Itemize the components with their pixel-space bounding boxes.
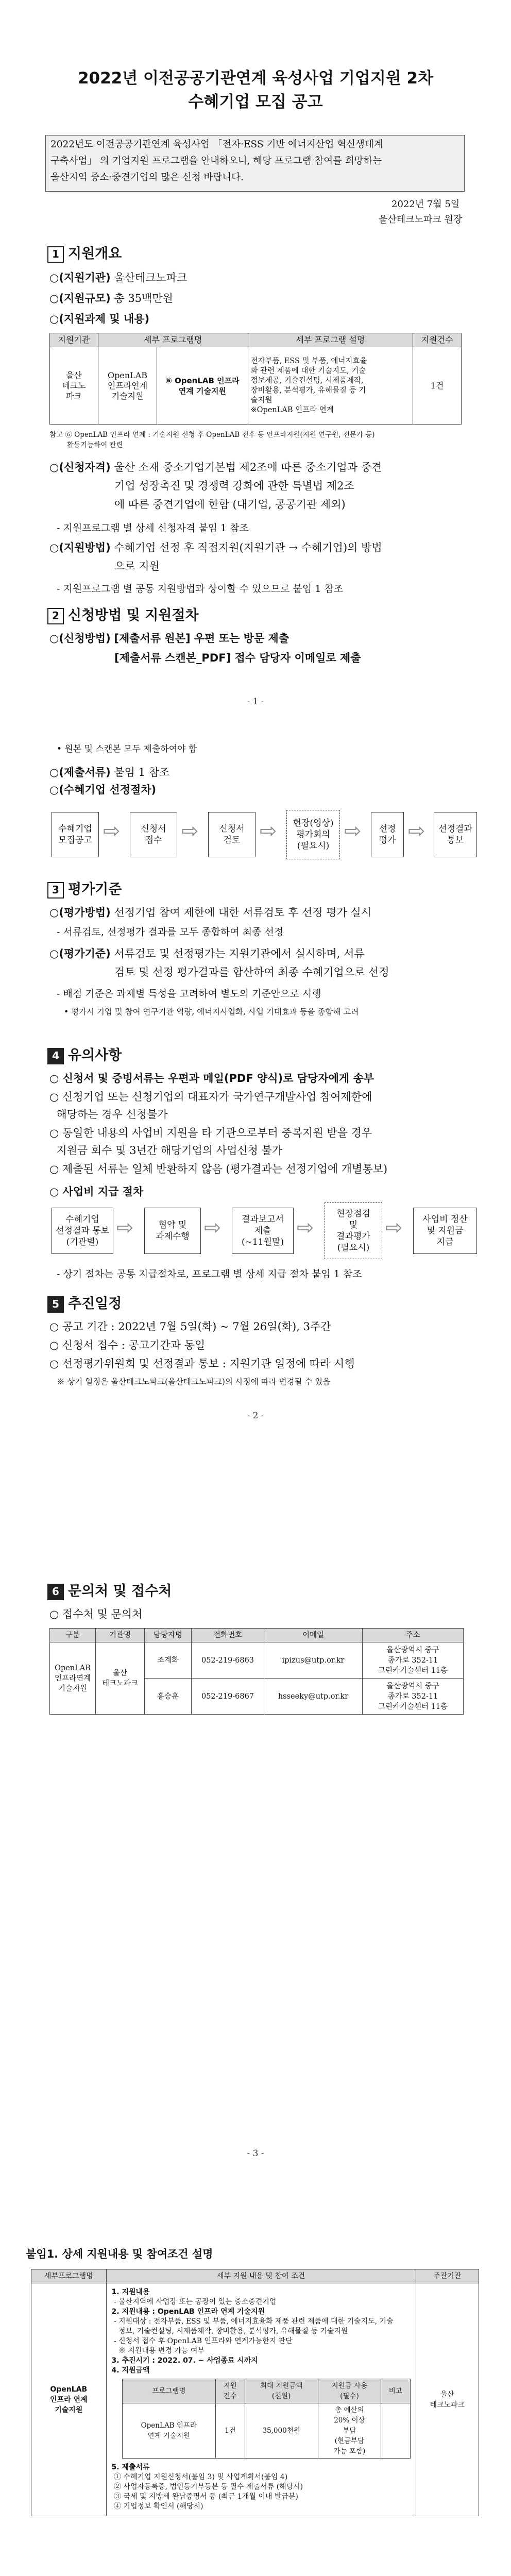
att-item: 3. 추진시기 : 2022. 07. ~ 사업종료 시까지 <box>111 2357 258 2365</box>
eval2-text: 서류검토 및 선정평가는 지원기관에서 실시하며, 서류 <box>114 947 365 960</box>
document-page-1 <box>0 0 511 707</box>
att-th: 세부 지원 내용 및 참여 조건 <box>106 2269 416 2283</box>
section-5-number: 5 <box>47 1296 64 1313</box>
att-item: - 지원대상 : 전자부품, ESS 및 부품, 에너지효율화 제품 관련 제품에 대한 기술지도, 기술 <box>111 2317 394 2326</box>
arrow-icon: ⇨ <box>408 819 425 843</box>
issue-date: 2022년 7월 5일 <box>391 199 460 210</box>
section-2-title: 신청방법 및 지원절차 <box>68 607 199 623</box>
apply-label: (신청방법) <box>59 632 111 645</box>
inner-th: 최대 지원금액 (천원) <box>245 2379 318 2403</box>
att-item: ③ 국세 및 지방세 완납증명서 등 (최근 1개월 이내 발급분) <box>111 2493 298 2501</box>
flow-label: (수혜기업 선정절차) <box>59 784 157 796</box>
notice-line: ○ 동일한 내용의 사업비 지원을 타 기관으로부터 중복지원 받을 경우 <box>49 1127 372 1139</box>
arrow-icon: ⇨ <box>116 1216 134 1240</box>
flow-line: ○(수혜기업 선정절차) <box>49 784 157 796</box>
section-5-heading <box>47 1292 122 1313</box>
section-1-title: 지원개요 <box>68 246 122 262</box>
flow-step-5: 선정 평가 <box>371 812 404 857</box>
att-item: - 울산지역에 사업장 또는 공장이 있는 중소중견기업 <box>111 2298 277 2306</box>
inner-td: 1건 <box>216 2403 245 2459</box>
document-page-4 <box>0 2164 511 2576</box>
scale-label: (지원규모) <box>59 292 111 304</box>
method-line-1: ○(지원방법) 수혜기업 선정 후 직접지원(지원기관 → 수혜기업)의 방법 <box>49 541 382 554</box>
agency-line: ○(지원기관) 울산테크노파크 <box>49 272 188 284</box>
target-label: (신청자격) <box>59 461 111 473</box>
arrow-icon: ⇨ <box>344 819 362 843</box>
td-agency: 울산 테크노 파크 <box>50 347 98 425</box>
att-item: ① 수혜기업 지원신청서(붙임 3) 및 사업계획서(붙임 4) <box>111 2473 288 2481</box>
notice-line: ○ 신청기업 또는 신청기업의 대표자가 국가연구개발사업 참여제한에 <box>49 1091 372 1103</box>
contact-email[interactable]: ipizus@utp.or.kr <box>264 1642 363 1679</box>
intro-line-2: 구축사업」 의 기업지원 프로그램을 안내하오니, 해당 프로그램 참여를 희망하는 <box>50 156 382 166</box>
att-item: 4. 지원금액 <box>111 2366 150 2375</box>
exec-note: - 상기 절차는 공통 지급절차로, 프로그램 별 상세 지급 절차 붙임 1 참조 <box>57 1268 362 1280</box>
arrow-icon: ⇨ <box>297 1216 314 1240</box>
inner-th: 지원 건수 <box>216 2379 245 2403</box>
target-line-1: ○(신청자격) 울산 소재 중소기업기본법 제2조에 따른 중소기업과 중견 <box>49 461 382 473</box>
flow-step-4: 현장(영상) 평가회의 (필요시) <box>286 810 340 859</box>
td-program-2: ⑥ OpenLAB 인프라 연계 기술지원 <box>157 347 248 425</box>
inner-th: 프로그램명 <box>122 2379 216 2403</box>
section-6-heading <box>47 1580 172 1600</box>
target-line-3: 에 따른 중견기업에 한함 (대기업, 공공기관 제외) <box>114 498 346 511</box>
eval1-label: (평가방법) <box>59 906 111 919</box>
arrow-icon: ⇨ <box>103 819 121 843</box>
contact-program: OpenLAB 인프라연계 기술지원 <box>50 1642 96 1715</box>
eval2-line-2: 검토 및 선정 평가결과를 합산하여 최종 수혜기업으로 선정 <box>114 966 389 978</box>
contact-th: 이메일 <box>264 1629 363 1642</box>
contact-th: 기관명 <box>96 1629 145 1642</box>
att-th: 주관기관 <box>416 2269 479 2283</box>
section-4-title: 유의사항 <box>68 1047 122 1063</box>
att-item: 2. 지원내용 : OpenLAB 인프라 연계 기술지원 <box>111 2308 265 2316</box>
title-line-2: 수혜기업 모집 공고 <box>188 93 323 111</box>
att-details <box>106 2283 416 2516</box>
program-line: ○(지원과제 및 내용) <box>49 313 150 325</box>
contact-table <box>49 1628 464 1715</box>
contact-th: 구분 <box>50 1629 96 1642</box>
th-program: 세부 프로그램명 <box>98 333 248 347</box>
section-4-number: 4 <box>47 1048 64 1064</box>
section-3-heading <box>47 878 122 899</box>
th-agency: 지원기관 <box>50 333 98 347</box>
target-text: 울산 소재 중소기업기본법 제2조에 따른 중소기업과 중견 <box>114 461 382 473</box>
td-desc <box>248 347 413 425</box>
section-4-heading <box>47 1044 122 1064</box>
title-line-1: 2022년 이전공공기관연계 육성사업 기업지원 2차 <box>77 69 434 88</box>
attachment-table <box>31 2269 479 2516</box>
section-6-number: 6 <box>47 1584 64 1600</box>
exec-step-5: 사업비 정산 및 지원금 지급 <box>413 1208 477 1254</box>
notice-line: ○ 제출된 서류는 일체 반환하지 않음 (평가결과는 선정기업에 개별통보) <box>49 1163 388 1175</box>
apply-line-1: ○(신청방법) [제출서류 원본] 우편 또는 방문 제출 <box>49 632 289 645</box>
exec-title: ○ 사업비 지급 절차 <box>49 1185 144 1198</box>
inner-td <box>381 2403 410 2459</box>
page-number-3: - 3 - <box>247 2148 264 2159</box>
section-5-title: 추진일정 <box>68 1296 122 1312</box>
apply-line-2: [제출서류 스캔본_PDF] 접수 담당자 이메일로 제출 <box>114 652 361 664</box>
desc-line: 술지원 <box>250 396 272 404</box>
att-item: 1. 지원내용 <box>111 2288 150 2296</box>
method-text: 수혜기업 선정 후 직접지원(지원기관 → 수혜기업)의 방법 <box>114 541 382 554</box>
document-page-2 <box>0 721 511 1443</box>
page-number-1: - 1 - <box>247 697 264 707</box>
contact-address: 울산광역시 중구 종가로 352-11 그린카기술센터 11층 <box>363 1679 464 1715</box>
exec-step-1: 수혜기업 선정결과 통보 (기관별) <box>52 1208 113 1254</box>
section-3-title: 평가기준 <box>68 882 122 897</box>
flow-step-1: 수혜기업 모집공고 <box>52 812 99 857</box>
contact-th: 담당자명 <box>145 1629 192 1642</box>
desc-line: 전자부품, ESS 및 부품, 에너지효율 <box>250 357 367 365</box>
th-desc: 세부 프로그램 설명 <box>248 333 413 347</box>
arrow-icon: ⇨ <box>260 819 277 843</box>
intro-line-1: 2022년도 이전공공기관연계 육성사업 「전자·ESS 기반 에너지산업 혁신생태계 <box>50 139 383 150</box>
schedule-line: ○ 신청서 접수 : 공고기간과 동일 <box>49 1339 206 1351</box>
contact-email[interactable]: hsseeky@utp.or.kr <box>264 1679 363 1715</box>
inner-td: 총 예산의 20% 이상 부담 (현금부담 가능 포함) <box>318 2403 381 2459</box>
att-program: OpenLAB 인프라 연계 기술지원 <box>31 2283 107 2516</box>
issuer: 울산테크노파크 원장 <box>379 214 463 225</box>
section-1-heading <box>47 242 122 263</box>
document-page-3 <box>0 1443 511 2164</box>
section-3-number: 3 <box>47 882 64 899</box>
desc-line: 화 관련 제품에 대한 기술지도, 기술 <box>250 366 366 375</box>
inner-td: OpenLAB 인프라 연계 기술지원 <box>122 2403 216 2459</box>
contact-name: 조계화 <box>145 1642 192 1679</box>
contact-phone: 052-219-6863 <box>192 1642 264 1679</box>
contact-th: 전화번호 <box>192 1629 264 1642</box>
contact-name: 홍승훈 <box>145 1679 192 1715</box>
contact-address: 울산광역시 중구 종가로 352-11 그린카기술센터 11층 <box>363 1642 464 1679</box>
td-count: 1건 <box>413 347 462 425</box>
schedule-note: ※ 상기 일정은 울산테크노파크(울산테크노파크)의 사정에 따라 변경될 수 있음 <box>57 1377 331 1386</box>
flow-step-2: 신청서 접수 <box>130 812 177 857</box>
method-label: (지원방법) <box>59 541 111 554</box>
inner-th: 지원금 사용 (필수) <box>318 2379 381 2403</box>
method-note: - 지원프로그램 별 공통 지원방법과 상이할 수 있으므로 붙임 1 참조 <box>57 583 344 595</box>
target-line-2: 기업 성장촉진 및 경쟁력 강화에 관한 특별법 제2조 <box>114 480 354 492</box>
page2-top-note: • 원본 및 스캔본 모두 제출하여야 함 <box>57 744 197 754</box>
att-item: 5. 제출서류 <box>111 2463 150 2471</box>
contact-th: 주소 <box>363 1629 464 1642</box>
schedule-line: ○ 공고 기간 : 2022년 7월 5일(화) ~ 7월 26일(화), 3주간 <box>49 1320 331 1333</box>
inner-th: 비고 <box>381 2379 410 2403</box>
program-label: (지원과제 및 내용) <box>59 313 150 325</box>
th-count: 지원건수 <box>413 333 462 347</box>
eval2-note-2: • 평가시 기업 및 참여 연구기관 역량, 에너지사업화, 사업 기대효과 등을 종합해 고려 <box>64 1007 359 1016</box>
att-item: ② 사업자등록증, 법인등기부등본 등 필수 제출서류 (해당시) <box>111 2483 303 2491</box>
att-item: 정보, 기술컨설팅, 시제품제작, 장비활용, 분석평가, 유해물질 등 기술지원 <box>111 2327 348 2335</box>
arrow-icon: ⇨ <box>181 819 199 843</box>
program-table <box>49 333 462 425</box>
contact-phone: 052-219-6867 <box>192 1679 264 1715</box>
notice-line: 지원금 회수 및 3년간 해당기업의 사업신청 불가 <box>49 1144 283 1157</box>
contact-sub: ○ 접수처 및 문의처 <box>49 1608 143 1620</box>
docs-value: 붙임 1 참조 <box>114 766 170 778</box>
agency-value: 울산테크노파크 <box>114 272 188 284</box>
table-note-2: 활동기능하여 관련 <box>67 441 123 449</box>
desc-line: 장비활용, 분석평가, 유해물질 등 기 <box>250 386 366 395</box>
att-th: 세부프로그램명 <box>31 2269 107 2283</box>
eval2-note: - 배점 기준은 과제별 특성을 고려하여 별도의 기준안으로 시행 <box>57 988 321 999</box>
contact-agency: 울산 테크노파크 <box>96 1642 145 1715</box>
section-1-number: 1 <box>47 246 64 263</box>
att-item: - 신청서 접수 후 OpenLAB 인프라와 연계가능한지 판단 <box>111 2337 293 2345</box>
intro-line-3: 울산지역 중소·중견기업의 많은 신청 바랍니다. <box>50 172 244 183</box>
docs-label: (제출서류) <box>59 766 111 778</box>
inner-td: 35,000천원 <box>245 2403 318 2459</box>
section-2-number: 2 <box>47 608 64 624</box>
schedule-line: ○ 선정평가위원회 및 선정결과 통보 : 지원기관 일정에 따라 시행 <box>49 1358 355 1370</box>
docs-line: ○(제출서류) 붙임 1 참조 <box>49 766 170 778</box>
eval1-line: ○(평가방법) 선정기업 참여 제한에 대한 서류검토 후 선정 평가 실시 <box>49 906 372 919</box>
page-number-2: - 2 - <box>247 1411 264 1421</box>
eval1-text: 선정기업 참여 제한에 대한 서류검토 후 선정 평가 실시 <box>114 906 372 919</box>
att-inner-table <box>122 2379 411 2459</box>
section-2-heading <box>47 604 199 624</box>
exec-step-3: 결과보고서 제출 (~11월말) <box>232 1208 294 1254</box>
desc-line: 정보제공, 기술컨설팅, 시제품제작, <box>250 376 364 385</box>
exec-step-2: 협약 및 과제수행 <box>144 1208 201 1254</box>
scale-value: 총 35백만원 <box>114 292 173 304</box>
table-note-1: 참고 ⑥ OpenLAB 인프라 연계 : 기술지원 신청 후 OpenLAB 전후 등 인프라지원(지원 연구원, 전문가 등) <box>49 431 375 439</box>
notice-line: 해당하는 경우 신청불가 <box>49 1108 168 1121</box>
exec-step-4: 현장점검 및 결과평가 (필요시) <box>325 1202 382 1259</box>
agency-label: (지원기관) <box>59 272 111 284</box>
section-6-title: 문의처 및 접수처 <box>68 1583 172 1599</box>
method-line-2: 으로 지원 <box>114 560 160 572</box>
eval2-label: (평가기준) <box>59 947 111 960</box>
arrow-icon: ⇨ <box>385 1216 403 1240</box>
att-item: ④ 기업정보 확인서 (해당시) <box>111 2502 203 2511</box>
arrow-icon: ⇨ <box>204 1216 222 1240</box>
td-program: OpenLAB 인프라연계 기술지원 <box>98 347 157 425</box>
flow-step-6: 선정결과 통보 <box>434 812 477 857</box>
eval2-line-1: ○(평가기준) 서류검토 및 선정평가는 지원기관에서 실시하며, 서류 <box>49 947 365 960</box>
attachment-title: 붙임1. 상세 지원내용 및 참여조건 설명 <box>26 2248 213 2260</box>
flow-step-3: 신청서 검토 <box>208 812 256 857</box>
apply-text-1: [제출서류 원본] 우편 또는 방문 제출 <box>114 632 289 645</box>
notice-line: ○ 신청서 및 증빙서류는 우편과 메일(PDF 양식)로 담당자에게 송부 <box>49 1072 374 1084</box>
scale-line: ○(지원규모) 총 35백만원 <box>49 292 173 304</box>
eval1-note: - 서류검토, 선정평가 결과를 모두 종합하여 최종 선정 <box>57 926 284 938</box>
desc-line: ※OpenLAB 인프라 연계 <box>250 405 334 414</box>
att-item: ※ 지원내용 변경 가능 여부 <box>111 2347 205 2355</box>
target-note: - 지원프로그램 별 상세 신청자격 붙임 1 참조 <box>57 522 249 534</box>
att-agency: 울산 테크노파크 <box>416 2283 479 2516</box>
